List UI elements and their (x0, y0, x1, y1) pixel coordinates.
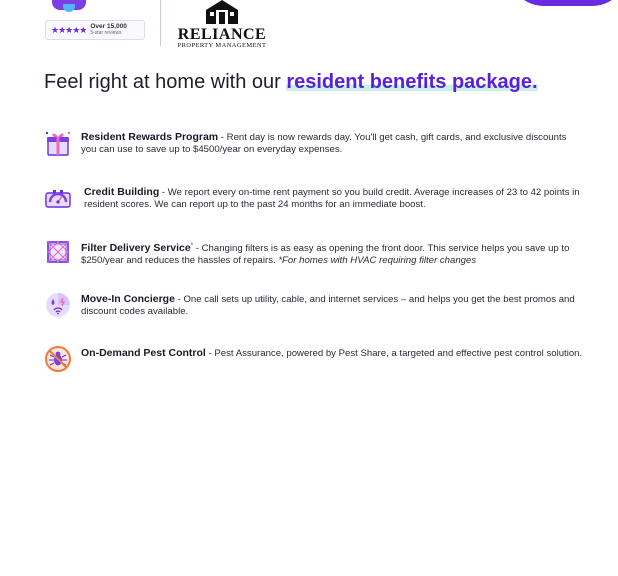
house-logo-icon (202, 0, 242, 24)
page-headline (44, 71, 604, 94)
benefit-description: Changing filters is as easy as opening the front door. This service helps you save up to $250/year and reduces the hassles of repairs. (81, 243, 570, 267)
logo-name: RELIANCE (177, 26, 267, 43)
review-count: Over 15,000 (90, 23, 127, 30)
credit-meter-icon (44, 184, 72, 212)
benefit-title: Credit Building (84, 186, 160, 198)
no-pest-icon (44, 345, 72, 373)
benefit-separator: - (205, 348, 215, 359)
brand-badge-icon (52, 0, 86, 10)
benefit-pest-control (44, 347, 584, 373)
utilities-icon (44, 291, 72, 319)
headline-lead: Feel right at home with our (44, 71, 287, 93)
benefit-title: Filter Delivery Service (81, 242, 191, 255)
air-filter-icon (44, 238, 72, 266)
benefit-separator: - (218, 132, 227, 143)
benefit-title: Move-In Concierge (81, 293, 175, 305)
benefit-separator: - (159, 187, 168, 198)
benefit-description: One call sets up utility, cable, and internet services – and helps you get the best promos and discount codes available. (81, 294, 575, 317)
benefit-resident-rewards (44, 131, 584, 157)
benefit-move-in-concierge (44, 293, 584, 319)
benefit-title: Resident Rewards Program (81, 131, 219, 143)
benefit-separator: - (174, 294, 184, 305)
benefit-footnote: *For homes with HVAC requiring filter changes (278, 255, 477, 267)
logo-subtitle: PROPERTY MANAGEMENT (177, 42, 267, 49)
benefit-credit-building (44, 186, 584, 212)
benefit-description: We report every on-time rent payment so you build credit. Average increases of 23 to 42 points in resident scores. We can report up to the past 24 months for an immediate boost. (84, 187, 580, 210)
reviews-badge (45, 20, 145, 40)
five-stars-icon: ★★★★★ (51, 24, 87, 35)
corner-swoosh-decoration (508, 0, 618, 6)
asterisk-mark: * (190, 243, 194, 249)
benefit-description: Rent day is now rewards day. You'll get cash, gift cards, and exclusive discounts you can use to save up to $4500/year on everyday expenses. (81, 132, 567, 155)
benefit-title: On-Demand Pest Control (81, 347, 206, 359)
review-label: 5-star reviews (90, 30, 122, 36)
benefit-separator: - (193, 243, 202, 255)
benefit-description: Pest Assurance, powered by Pest Share, a targeted and effective pest control solution. (214, 348, 583, 359)
benefit-filter-delivery (44, 240, 584, 267)
headline-highlight: resident benefits package. (286, 71, 538, 93)
reliance-logo (174, 0, 270, 50)
header-divider (160, 0, 161, 46)
gift-icon (44, 129, 72, 157)
